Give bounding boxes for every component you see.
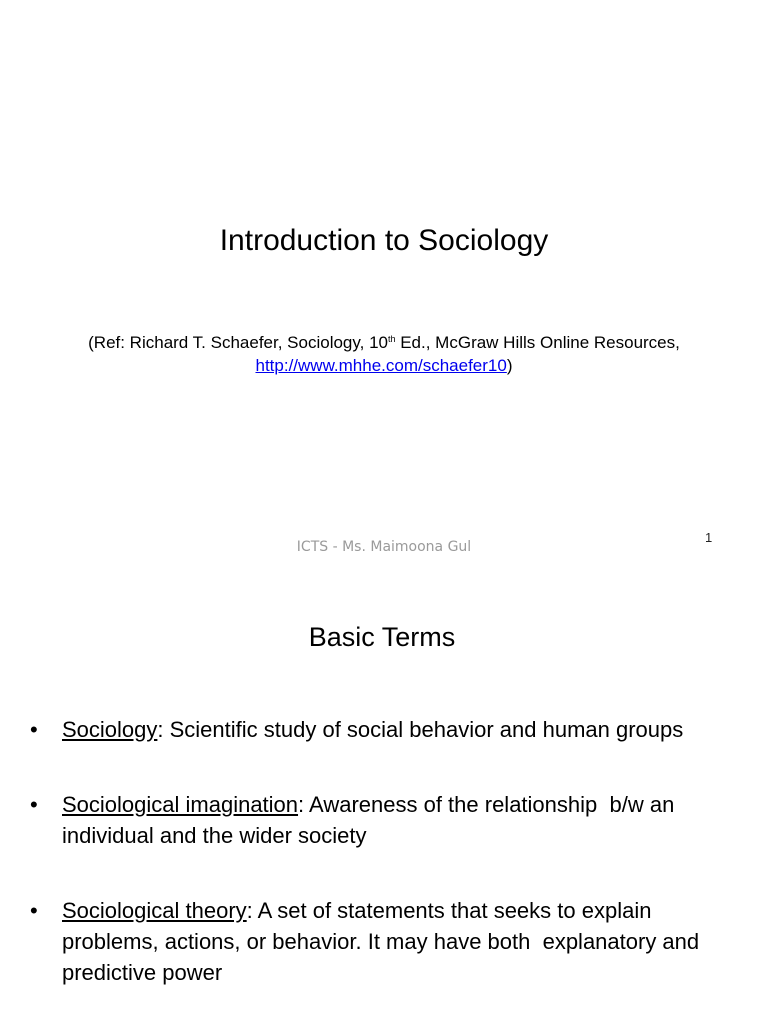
reference-link[interactable]: http://www.mhhe.com/schaefer10	[255, 356, 507, 375]
reference-text	[84, 331, 684, 377]
reference-middle: Ed., McGraw Hills Online Resources,	[395, 333, 680, 352]
page-number: 1	[705, 530, 713, 545]
slide-footer: ICTS - Ms. Maimoona Gul	[296, 539, 472, 555]
slide-2	[0, 576, 768, 1024]
bullet-item-sociology	[26, 714, 726, 745]
bullet-list	[26, 714, 726, 1032]
bullet-icon: •	[30, 792, 38, 817]
term-label: Sociology	[62, 717, 158, 742]
bullet-icon: •	[30, 898, 38, 923]
term-label: Sociological theory	[62, 898, 247, 923]
bullet-item-sociological-theory	[26, 895, 726, 988]
term-label: Sociological imagination	[62, 792, 299, 817]
term-definition: : A set of statements that seeks to explain problems, actions, or behavior. It may have both explanatory and predictive power	[62, 898, 700, 985]
reference-suffix: )	[506, 356, 513, 375]
term-definition: : Scientific study of social behavior and human groups	[157, 717, 684, 742]
term-definition: : Awareness of the relationship b/w an individual and the wider society	[62, 792, 675, 848]
reference-prefix: (Ref: Richard T. Schaefer, Sociology, 10	[88, 333, 388, 352]
slide-title: Introduction to Sociology	[219, 224, 549, 257]
bullet-icon: •	[30, 717, 38, 742]
reference-superscript: th	[387, 334, 396, 344]
slide-title: Basic Terms	[308, 622, 456, 652]
bullet-item-sociological-imagination	[26, 789, 726, 851]
